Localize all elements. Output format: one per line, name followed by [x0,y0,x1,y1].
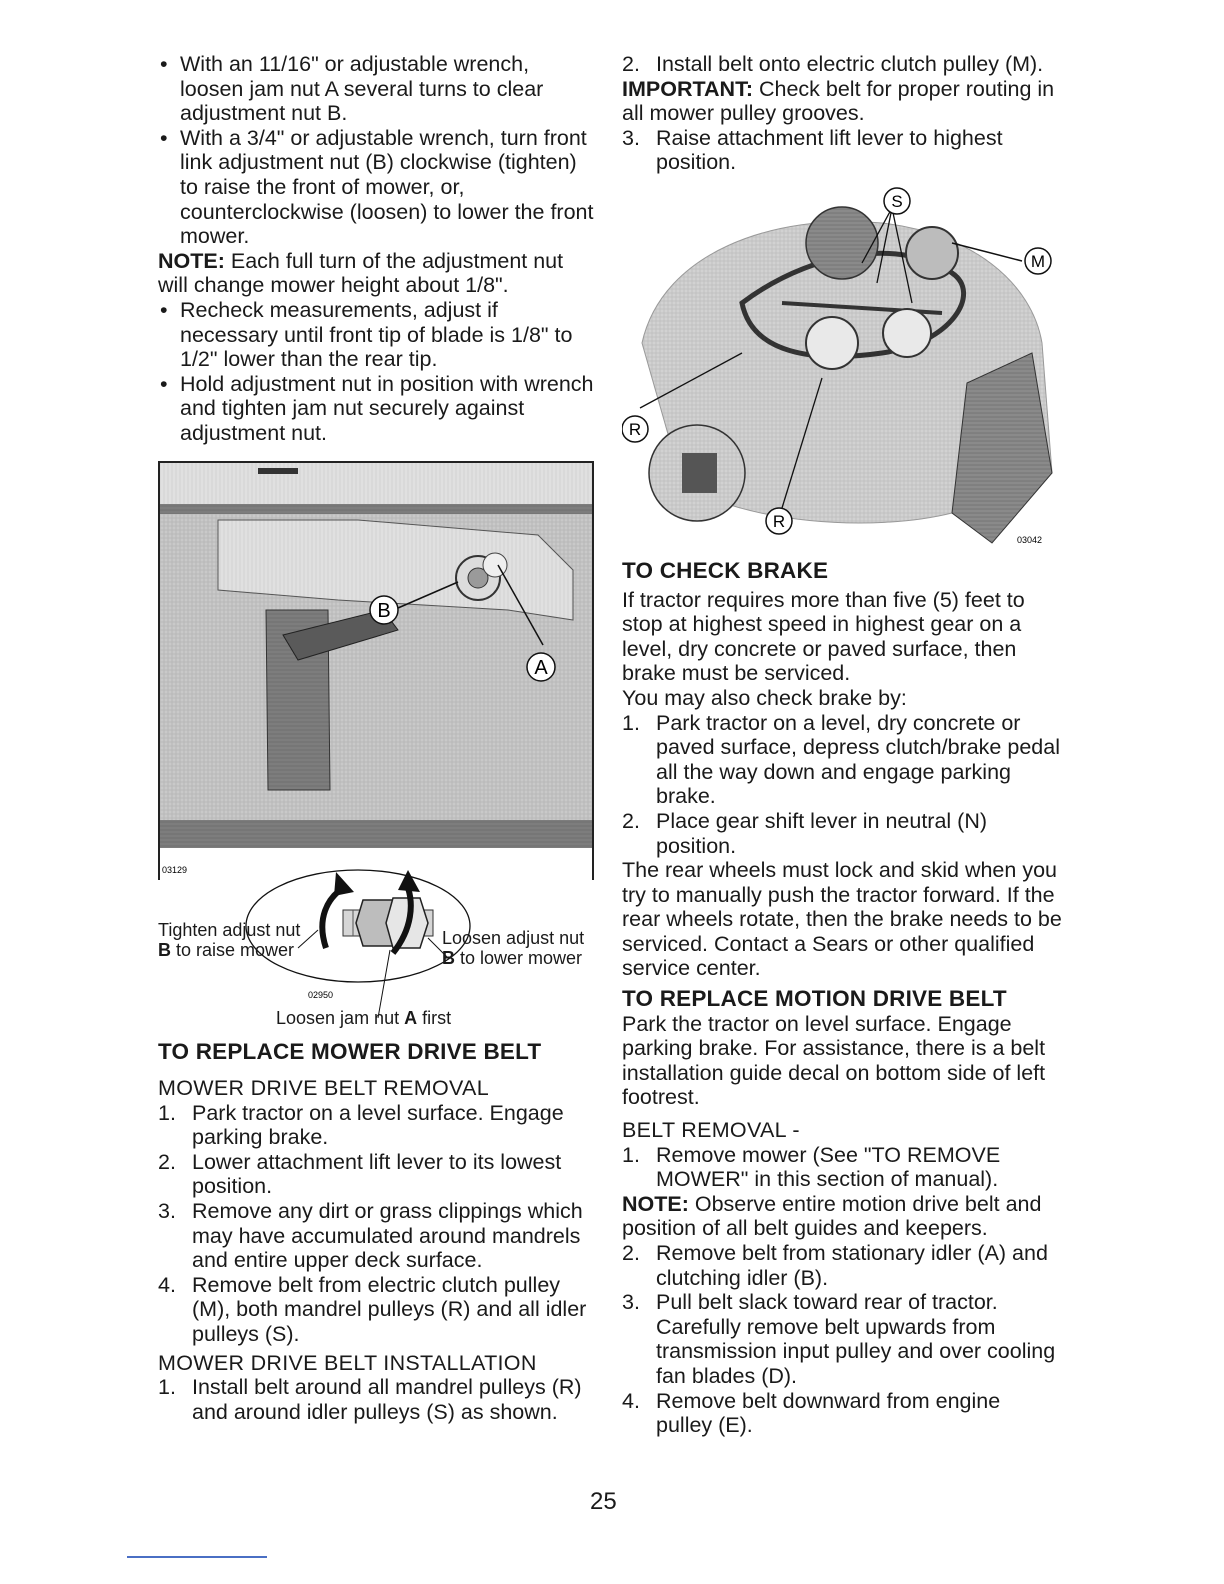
step-text: Remove any dirt or grass clippings which may have accumulated around mandrels and entire upper deck surface. [192,1199,583,1273]
footer-rule [127,1556,267,1558]
caption-text: to raise mower [171,939,295,960]
callout-r: R [628,419,642,439]
caption-text: first [417,1007,452,1028]
callout-m: M [1030,251,1046,271]
mower-deck-illustration [622,183,1062,553]
caption-bold: B [158,939,171,960]
step-text: Park tractor on a level surface. Engage parking brake. [192,1100,564,1150]
page-number: 25 [590,1488,617,1515]
caption-line [158,940,300,960]
figure-code: 02950 [308,989,334,1000]
caption-line: Loosen adjust nut [442,927,585,948]
step-text: Remove belt from electric clutch pulley (M), both mandrel pulleys (R) and all idler pulleys (S). [192,1272,587,1347]
list-item: 3. Raise attachment lift lever to highest position. [622,125,1003,175]
step-text: Install belt around all mandrel pulleys (R) and around idler pulleys (S) as shown. [192,1375,582,1424]
list-item: 1. Park tractor on a level surface. Engage parking brake. [158,1100,564,1150]
list-item: 1. Park tractor on a level, dry concrete or paved surface, depress clutch/brake pedal all the way down and engage parking brake. [622,710,1060,809]
caption-bold: B [442,947,455,968]
list-item: • Hold adjustment nut in position with wrench and tighten jam nut securely against adjustment nut. [158,372,598,446]
note-text: Observe entire motion drive belt and position of all belt guides and keepers. [622,1191,1042,1241]
list-item: 2. Install belt onto electric clutch pulley (M). [622,52,1044,76]
right-column [622,52,1062,1438]
adjustment-nut-illustration [158,460,594,880]
note-text: Each full turn of the adjustment nut will change mower height about 1/8". [158,248,564,298]
list-item: • With an 11/16" or adjustable wrench, loosen jam nut A several turns to clear adjustment nut B. [158,52,598,126]
note-label: NOTE: [622,1191,689,1216]
loosen-caption [442,928,584,968]
caption-bold: A [404,1007,418,1028]
step-text: Lower attachment lift lever to its lowest position. [192,1149,562,1199]
paragraph: The rear wheels must lock and skid when you try to manually push the tractor forward. If the rear wheels rotate, then the brake needs to be serviced. Contact a Sears or other qualified service center. [622,858,1062,981]
caption-line [442,948,584,968]
figure-code: 03129 [162,864,188,875]
important-paragraph [622,77,1062,126]
note-label: NOTE: [158,248,225,273]
section-heading: TO REPLACE MOWER DRIVE BELT [158,1038,542,1064]
left-column [158,52,598,1424]
paragraph: If tractor requires more than five (5) feet to stop at highest speed in highest gear on a level, dry concrete or paved surface, then brake must be serviced. [622,587,1025,686]
list-item: • Recheck measurements, adjust if necessary until front tip of blade is 1/8" to 1/2" lower than the rear tip. [158,298,598,372]
callout-a: A [534,656,548,679]
list-item: 1. Remove mower (See "TO REMOVE MOWER" in this section of manual). [622,1142,1001,1192]
important-label: IMPORTANT: [622,76,753,101]
step-text: Remove mower (See "TO REMOVE MOWER" in this section of manual). [656,1142,1001,1192]
important-text: Check belt for proper routing in all mower pulley grooves. [622,76,1055,126]
nut-direction-figure [158,858,608,1028]
step-text: Remove belt from stationary idler (A) and clutching idler (B). [656,1241,1048,1290]
caption-line: Tighten adjust nut [158,919,301,940]
list-item: 4. Remove belt downward from engine pulley (E). [622,1388,1001,1438]
section-heading: TO CHECK BRAKE [622,557,829,583]
figure-code: 03042 [1017,534,1043,545]
step-text: Park tractor on a level, dry concrete or paved surface, depress clutch/brake pedal all the way down and engage parking brake. [656,710,1060,809]
list-item: • With a 3/4" or adjustable wrench, turn front link adjustment nut (B) clockwise (tighten) to raise the front of mower, or, counterclockwise (loosen) to lower the front mower. [158,126,598,249]
list-item: 3. Pull belt slack toward rear of tractor. Carefully remove belt upwards from transmission input pulley and over cooling fan blades (D). [622,1290,1056,1388]
callout-s: S [891,191,903,211]
subheading: MOWER DRIVE BELT INSTALLATION [158,1350,537,1375]
step-text: Install belt onto electric clutch pulley (M). [656,52,1044,76]
note-paragraph [622,1192,1062,1241]
step-text: Pull belt slack toward rear of tractor. Carefully remove belt upwards from transmission input pulley and over cooling fan blades (D). [656,1290,1056,1388]
callout-b: B [377,599,391,622]
paragraph: You may also check brake by: [622,685,907,710]
list-item: 1. Install belt around all mandrel pulleys (R) and around idler pulleys (S) as shown. [158,1375,582,1424]
step-text: Place gear shift lever in neutral (N) position. [656,808,988,858]
list-item: 2. Lower attachment lift lever to its lowest position. [158,1149,562,1199]
section-heading: TO REPLACE MOTION DRIVE BELT [622,986,1007,1012]
note-paragraph [158,249,598,298]
step-text: Remove belt downward from engine pulley (E). [656,1388,1001,1438]
list-item: 2. Remove belt from stationary idler (A) and clutching idler (B). [622,1241,1048,1290]
jam-nut-caption [276,1008,451,1028]
list-item: 2. Place gear shift lever in neutral (N) position. [622,808,988,858]
adjustment-nut-figure [158,460,594,880]
paragraph: Park the tractor on level surface. Engage parking brake. For assistance, there is a belt installation guide decal on bottom side of left footrest. [622,1011,1046,1110]
caption-text: to lower mower [455,947,583,968]
subheading: MOWER DRIVE BELT REMOVAL [158,1076,489,1101]
step-text: Raise attachment lift lever to highest position. [656,125,1003,175]
list-item: 4. Remove belt from electric clutch pulley (M), both mandrel pulleys (R) and all idler pulleys (S). [158,1272,587,1347]
mower-deck-figure [622,183,1062,553]
subheading: BELT REMOVAL - [622,1118,800,1143]
caption-text: Loosen jam nut [276,1007,405,1028]
callout-r: R [772,511,786,531]
tighten-caption [158,920,300,960]
list-item: 3. Remove any dirt or grass clippings which may have accumulated around mandrels and entire upper deck surface. [158,1199,583,1273]
